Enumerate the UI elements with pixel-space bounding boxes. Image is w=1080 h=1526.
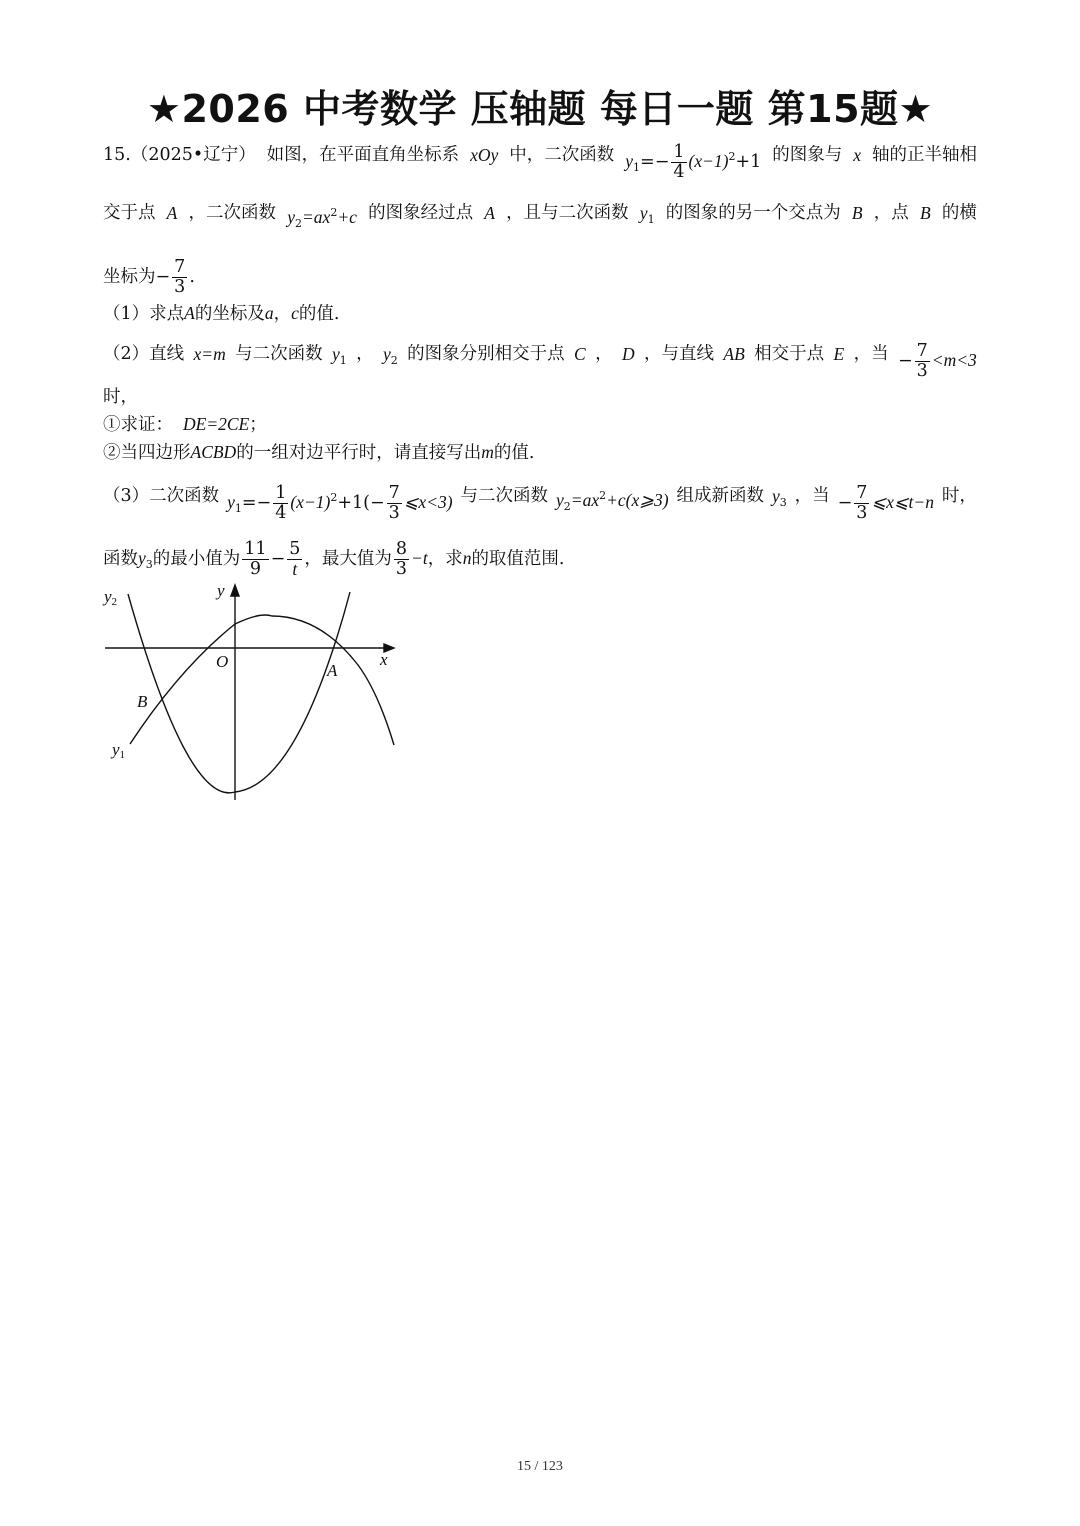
math-var: m xyxy=(481,442,494,462)
math-var: B xyxy=(851,203,863,223)
formula-y1: $y_1=-$ $\frac{1}{4}$ $(x-1)^2+1$ xyxy=(625,142,762,182)
text: ①求证： xyxy=(103,415,173,435)
y-axis-arrow xyxy=(231,585,239,596)
text: 组成新函数 xyxy=(676,486,764,506)
text: ②当四边形 xyxy=(103,443,191,463)
question-2-cont: 时， xyxy=(103,387,138,407)
max-value-expr: $\frac{8}{3}$ −t xyxy=(395,539,428,579)
question-2-part-1 xyxy=(103,412,267,437)
math-var: xOy xyxy=(470,145,499,165)
inequality-m: − $\frac{7}{3}$ <m<3 xyxy=(897,341,977,381)
math-var: E xyxy=(833,344,845,364)
fraction: $\frac{7}{3}$ xyxy=(174,257,186,297)
text: ，与直线 xyxy=(644,344,714,364)
text: . xyxy=(189,267,195,287)
range-x: − $\frac{7}{3}$ ⩽x⩽t−n xyxy=(837,483,934,523)
text: ，当 xyxy=(794,486,830,506)
page-title: ★2026 中考数学 压轴题 每日一题 第15题★ xyxy=(146,87,934,131)
math-var: A xyxy=(166,203,178,223)
text: ， xyxy=(273,304,292,324)
text: 如图，在平面直角坐标系 xyxy=(266,145,460,165)
text: 交于点 xyxy=(103,203,156,223)
text: ， xyxy=(356,344,374,364)
text: 相交于点 xyxy=(754,344,825,364)
math-var: C xyxy=(574,344,586,364)
text: ，点 xyxy=(873,203,909,223)
text: 中，二次函数 xyxy=(509,145,615,165)
text: 的值. xyxy=(493,443,535,463)
text: 的坐标及 xyxy=(194,304,265,324)
var-y1: $y_1$ xyxy=(331,344,347,367)
var-y3: $y_3$ xyxy=(771,486,787,509)
function-graph-figure xyxy=(100,580,405,800)
problem-line-1 xyxy=(103,143,977,182)
text: 轴的正半轴相 xyxy=(872,145,977,165)
math-var: AB xyxy=(723,344,745,364)
label-y-axis: y xyxy=(217,581,225,600)
math-var: D xyxy=(621,344,635,364)
text: 坐标为 xyxy=(103,267,156,287)
text: 与二次函数 xyxy=(460,486,549,506)
formula-y1-domain: $y_1=-$ $\frac{1}{4}$ $(x-1)^2+1(-$ $\frac{7}{3}$ ⩽x<3) xyxy=(227,483,453,523)
problem-source: （2025•辽宁） xyxy=(130,145,256,165)
question-3 xyxy=(103,484,977,523)
problem-line-2 xyxy=(103,201,977,236)
math-expr: DE=2CE xyxy=(183,414,250,434)
label-origin: O xyxy=(216,652,229,671)
text: ，当 xyxy=(853,344,889,364)
text: （1）求点 xyxy=(103,304,185,324)
math-var: c xyxy=(291,303,299,323)
text: ，求 xyxy=(427,549,463,569)
text: 的图象经过点 xyxy=(368,203,474,223)
text: ； xyxy=(249,415,267,435)
question-1 xyxy=(103,301,339,326)
text: ，二次函数 xyxy=(188,203,277,223)
label-y2: y2 xyxy=(104,587,118,608)
text: 与二次函数 xyxy=(235,344,323,364)
text: ，最大值为 xyxy=(304,549,392,569)
math-var: n xyxy=(462,548,472,568)
text: − xyxy=(155,267,171,287)
formula-y2: $y_2=ax^2+c$ xyxy=(287,206,357,230)
text: 的一组对边平行时，请直接写出 xyxy=(236,443,482,463)
question-2 xyxy=(103,342,977,381)
page-number: 15 / 123 xyxy=(517,1459,563,1474)
text: 的值. xyxy=(298,304,340,324)
formula-y2-domain: $y_2=ax^2+c(x⩾3)$ xyxy=(556,489,669,513)
question-3-cont xyxy=(103,540,565,579)
text: 的图象与 xyxy=(772,145,843,165)
math-var: x=m xyxy=(193,344,226,364)
text: 的图象的另一个交点为 xyxy=(665,203,841,223)
text: ， xyxy=(595,344,613,364)
math-var: x xyxy=(853,145,862,165)
text: 函数 xyxy=(103,549,138,569)
text: 时， xyxy=(941,486,977,506)
problem-line-3 xyxy=(103,258,195,297)
math-var: ACBD xyxy=(190,442,237,462)
text: 的图象分别相交于点 xyxy=(407,344,565,364)
text: （2）直线 xyxy=(103,344,185,364)
var-y2: $y_2$ xyxy=(383,344,398,367)
question-2-part-2 xyxy=(103,440,534,465)
label-point-b: B xyxy=(137,692,148,711)
math-var: A xyxy=(184,303,195,323)
label-x-axis: x xyxy=(380,650,388,669)
label-y1: y1 xyxy=(112,740,126,761)
var-y1: $y_1$ xyxy=(639,203,655,226)
problem-number: 15. xyxy=(103,145,131,165)
curve-y1 xyxy=(130,615,394,745)
text: 的取值范围. xyxy=(471,549,565,569)
math-var: B xyxy=(919,203,931,223)
var-y3: $y_3$ xyxy=(138,548,153,571)
text: ，且与二次函数 xyxy=(506,203,629,223)
label-point-a: A xyxy=(327,661,338,680)
min-value-expr: $\frac{11}{9}$ − $\frac{5}{t}$ xyxy=(244,539,301,579)
text: 的最小值为 xyxy=(152,549,241,569)
math-var: a xyxy=(264,303,274,323)
math-var: A xyxy=(484,203,495,223)
text: （3）二次函数 xyxy=(103,486,220,506)
text: 的横 xyxy=(941,203,977,223)
